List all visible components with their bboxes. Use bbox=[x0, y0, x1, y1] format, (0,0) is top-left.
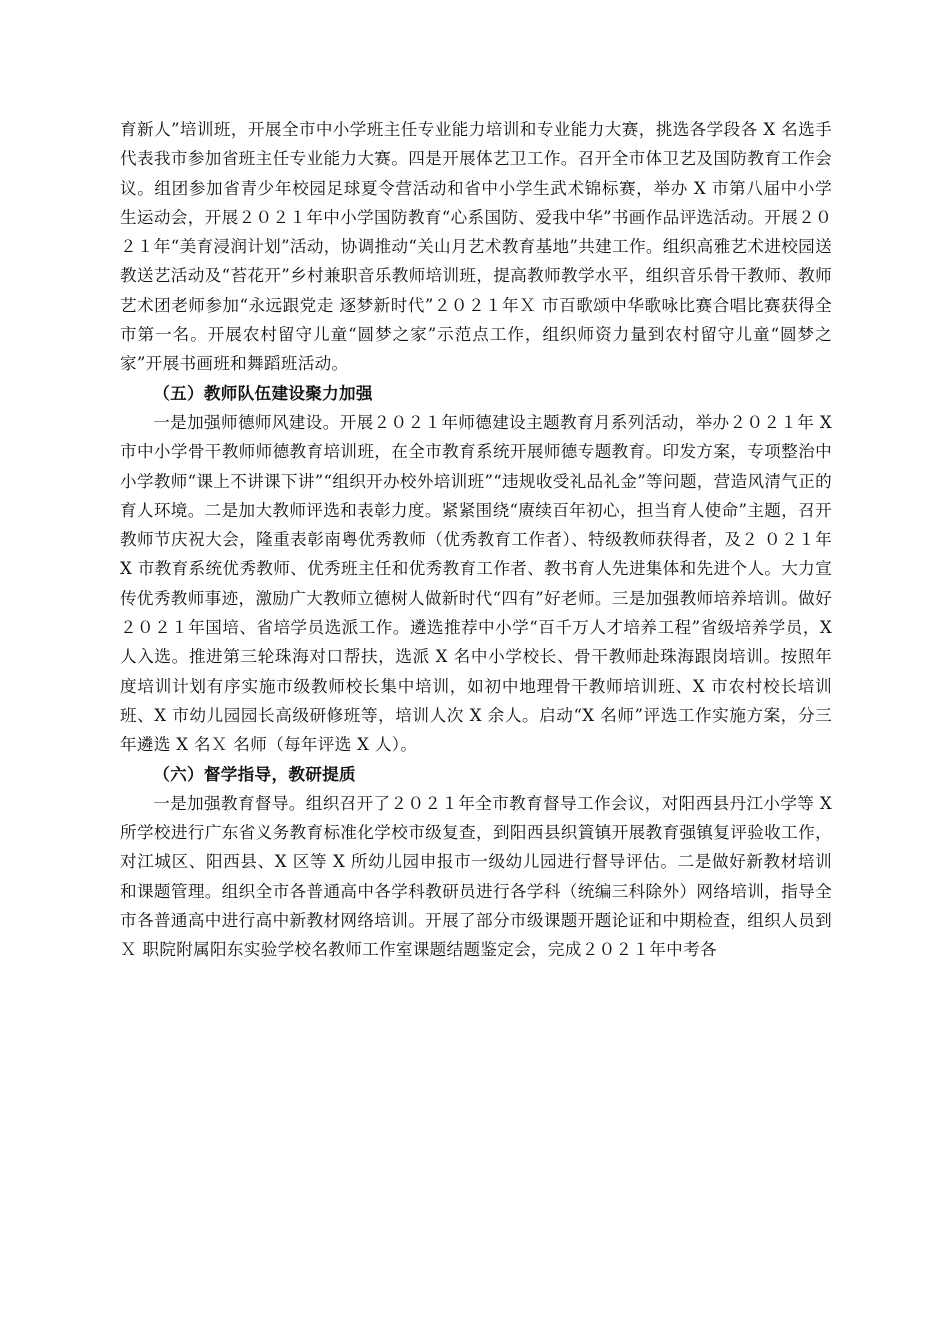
section-heading-5: （五）教师队伍建设聚力加强 bbox=[153, 382, 373, 403]
paragraph-body-3: 一是加强教育督导。组织召开了２０２１年全市教育督导工作会议，对阳西县丹江小学等 X 所学校进行广东省义务教育标准化学校市级复查，到阳西县织篢镇开展教育强镇复评验收工作，对江城区、阳西县、X 区等 X 所幼儿园申报市一级幼儿园进行督导评估。二是做好新教材培训和课题管理。组织全市各普通高中各学科教研员进行各学科（统编三科除外）网络培训，指导全市各普通高中进行高中新教材网络培训。开展了部分市级课题开题论证和中期检查，组织人员到Ｘ 职院附属阳东实验学校名教师工作室课题结题鉴定会，完成２０２１年中考各 bbox=[120, 793, 832, 960]
section-heading-6: （六）督学指导，教研提质 bbox=[153, 763, 356, 784]
paragraph-body-1: 育新人”培训班，开展全市中小学班主任专业能力培训和专业能力大赛，挑选各学段各 X 名选手代表我市参加省班主任专业能力大赛。四是开展体艺卫工作。召开全市体卫艺及国防教育工作会议。组团参加省青少年校园足球夏令营活动和省中小学生武术锦标赛，举办 X 市第八届中小学生运动会，开展２０２１年中小学国防教育“心系国防、爱我中华”书画作品评选活动。开展２０２１年“美育浸润计划”活动，协调推动“关山月艺术教育基地”共建工作。组织高雅艺术进校园送教送艺活动及“苔花开”乡村兼职音乐教师培训班，提高教师教学水平，组织音乐骨干教师、教师艺术团老师参加“永远跟党走 逐梦新时代”２０２１年Ｘ 市百歌颂中华歌咏比赛合唱比赛获得全市第一名。开展农村留守儿童“圆梦之家”示范点工作，组织师资力量到农村留守儿童“圆梦之家”开展书画班和舞蹈班活动。 bbox=[120, 120, 832, 374]
paragraph-body-2: 一是加强师德师风建设。开展２０２１年师德建设主题教育月系列活动，举办２０２１年 X 市中小学骨干教师师德教育培训班，在全市教育系统开展师德专题教育。印发方案，专项整治中小学教师“课上不讲课下讲”“组织开办校外培训班”“违规收受礼品礼金”等问题，营造风清气正的育人环境。二是加大教师评选和表彰力度。紧紧围绕“赓续百年初心，担当育人使命”主题，召开教师节庆祝大会，隆重表彰南粤优秀教师（优秀教育工作者）、特级教师获得者，及２ ０２１年 X 市教育系统优秀教师、优秀班主任和优秀教育工作者、教书育人先进集体和先进个人。大力宣传优秀教师事迹，激励广大教师立德树人做新时代“四有”好老师。三是加强教师培养培训。做好２０２１年国培、省培学员选派工作。遴选推荐中小学“百千万人才培养工程”省级培养学员，X 人入选。推进第三轮珠海对口帮扶，选派 X 名中小学校长、骨干教师赴珠海跟岗培训。按照年度培训计划有序实施市级教师校长集中培训，如初中地理骨干教师培训班、X 市农村校长培训班、X 市幼儿园园长高级研修班等，培训人次 X 余人。启动“X 名师”评选工作实施方案，分三年遴选 X 名Ｘ 名师（每年评选 X 人）。 bbox=[120, 412, 832, 755]
document-page bbox=[120, 115, 832, 965]
